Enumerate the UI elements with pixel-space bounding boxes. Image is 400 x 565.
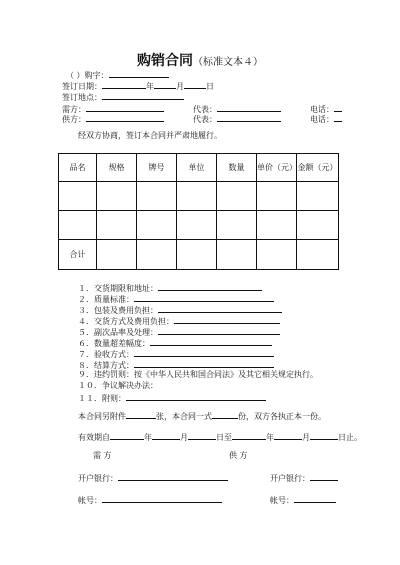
goods-table xyxy=(58,153,339,270)
table-cell[interactable] xyxy=(177,182,217,211)
supplier-field[interactable] xyxy=(86,113,164,122)
column-header: 金额（元） xyxy=(297,154,339,182)
validity-month-unit: 月 xyxy=(180,433,188,442)
term-label: ２．质量标准： xyxy=(78,295,134,304)
sign-place-row xyxy=(62,91,184,103)
attachment-sheets-text: 张，本合同一式 xyxy=(156,412,212,421)
sign-month-field[interactable] xyxy=(154,80,176,89)
supplier-account-field[interactable] xyxy=(294,494,336,503)
sign-day-unit: 日 xyxy=(206,82,214,91)
term-label: ６．数量超差幅度： xyxy=(78,339,150,348)
buyer-field[interactable] xyxy=(86,103,164,112)
buyer-signature-label: 需 方 xyxy=(93,451,112,460)
buyer-rep-label: 代表： xyxy=(193,105,217,114)
table-cell[interactable] xyxy=(137,182,177,211)
supplier-rep-label: 代表： xyxy=(193,115,217,124)
intro-text: 经双方协商，签订本合同并严肃地履行。 xyxy=(78,131,222,140)
supplier-bank-row xyxy=(270,472,338,484)
term-field[interactable] xyxy=(158,326,280,335)
attachment-copies-text: 份，双方各执正本一份。 xyxy=(238,412,326,421)
table-cell[interactable] xyxy=(137,240,177,270)
table-header-row xyxy=(59,154,339,182)
sign-month-unit: 月 xyxy=(176,82,184,91)
supplier-bank-label: 开户银行： xyxy=(270,474,310,483)
table-cell[interactable] xyxy=(297,240,339,270)
buyer-bank-row xyxy=(78,472,228,484)
attachment-sheets-field[interactable] xyxy=(126,410,156,419)
buyer-account-field[interactable] xyxy=(102,494,222,503)
table-cell[interactable] xyxy=(59,182,97,211)
column-header: 牌号 xyxy=(137,154,177,182)
supplier-bank-field[interactable] xyxy=(310,472,338,481)
table-cell[interactable] xyxy=(97,211,137,240)
table-cell[interactable] xyxy=(217,182,257,211)
buyer-bank-field[interactable] xyxy=(118,472,228,481)
table-cell[interactable] xyxy=(257,182,297,211)
supplier-signature-label: 供 方 xyxy=(229,451,248,460)
table-cell[interactable] xyxy=(297,211,339,240)
validity-end-text: 日止。 xyxy=(338,433,362,442)
purchase-number-field[interactable] xyxy=(109,69,169,78)
total-label: 合计 xyxy=(59,240,97,270)
sign-date-label: 签订日期： xyxy=(62,82,102,91)
buyer-account-row xyxy=(78,494,222,506)
table-cell[interactable] xyxy=(257,240,297,270)
validity-start-day-field[interactable] xyxy=(188,431,216,440)
supplier-label: 供方： xyxy=(62,115,86,124)
supplier-rep-row xyxy=(193,113,281,125)
table-cell[interactable] xyxy=(217,240,257,270)
buyer-phone-field[interactable] xyxy=(334,103,342,112)
supplier-row xyxy=(62,113,164,125)
column-header: 单位 xyxy=(177,154,217,182)
column-header: 数量 xyxy=(217,154,257,182)
buyer-bank-label: 开户银行： xyxy=(78,474,118,483)
sign-place-label: 签订地点： xyxy=(62,93,102,102)
contract-copies-field[interactable] xyxy=(212,410,238,419)
validity-to-text: 日至 xyxy=(216,433,232,442)
buyer-rep-field[interactable] xyxy=(217,103,281,112)
table-cell[interactable] xyxy=(137,211,177,240)
term-field[interactable] xyxy=(134,348,274,357)
validity-end-month-field[interactable] xyxy=(274,431,302,440)
term-field[interactable] xyxy=(158,304,282,313)
supplier-phone-field[interactable] xyxy=(334,113,342,122)
term-11 xyxy=(78,392,266,404)
table-row xyxy=(59,211,339,240)
term-9: ９．违约罚则：按《中华人民共和国合同法》及其它相关规定执行。 xyxy=(78,370,318,379)
buyer-account-label: 帐号： xyxy=(78,496,102,505)
term-field[interactable] xyxy=(134,359,274,368)
validity-year-unit-end: 年 xyxy=(266,433,274,442)
table-cell[interactable] xyxy=(97,240,137,270)
table-cell[interactable] xyxy=(177,211,217,240)
term-field[interactable] xyxy=(158,282,262,291)
attachment-row xyxy=(78,410,326,422)
validity-prefix: 有效期自 xyxy=(78,433,110,442)
table-cell[interactable] xyxy=(97,182,137,211)
supplier-account-label: 帐号： xyxy=(270,496,294,505)
column-header: 品名 xyxy=(59,154,97,182)
table-cell[interactable] xyxy=(59,211,97,240)
table-cell[interactable] xyxy=(297,182,339,211)
title-main: 购销合同 xyxy=(137,53,193,69)
validity-start-month-field[interactable] xyxy=(152,431,180,440)
buyer-phone-label: 电话： xyxy=(310,105,334,114)
validity-end-day-field[interactable] xyxy=(310,431,338,440)
supplier-phone-label: 电话： xyxy=(310,115,334,124)
term-label: ７．验收方式： xyxy=(78,350,134,359)
table-cell[interactable] xyxy=(257,211,297,240)
table-cell[interactable] xyxy=(217,211,257,240)
sign-year-field[interactable] xyxy=(102,80,146,89)
column-header: 规格 xyxy=(97,154,137,182)
term-field[interactable] xyxy=(174,315,280,324)
term-label: ５．副次品率及处理： xyxy=(78,328,158,337)
sign-day-field[interactable] xyxy=(184,80,206,89)
term-field[interactable] xyxy=(150,337,272,346)
term-field[interactable] xyxy=(134,293,274,302)
term-label: ８．结算方式： xyxy=(78,361,134,370)
term-field[interactable] xyxy=(126,392,266,401)
validity-year-unit: 年 xyxy=(144,433,152,442)
validity-month-unit-end: 月 xyxy=(302,433,310,442)
term-10: １０．争议解决办法： xyxy=(78,381,158,390)
title-sub: （标准文本４） xyxy=(193,57,263,68)
supplier-rep-field[interactable] xyxy=(217,113,281,122)
sign-year-unit: 年 xyxy=(146,82,154,91)
attachment-prefix: 本合同另附件 xyxy=(78,412,126,421)
validity-row xyxy=(78,431,362,443)
term-label: １．交货期限和地址： xyxy=(78,284,158,293)
term-label: １１．附则： xyxy=(78,394,126,403)
supplier-phone-row xyxy=(310,113,342,125)
buyer-label: 需方： xyxy=(62,105,86,114)
contract-title xyxy=(0,50,400,70)
validity-start-year-field[interactable] xyxy=(110,431,144,440)
sign-place-field[interactable] xyxy=(102,91,184,100)
term-label: ４．交货方式及费用负担： xyxy=(78,317,174,326)
term-label: ３．包装及费用负担： xyxy=(78,306,158,315)
purchase-number-label: （ ）购字： xyxy=(66,71,109,80)
table-cell[interactable] xyxy=(177,240,217,270)
table-total-row xyxy=(59,240,339,270)
table-row xyxy=(59,182,339,211)
column-header: 单价（元） xyxy=(257,154,297,182)
supplier-account-row xyxy=(270,494,336,506)
validity-end-year-field[interactable] xyxy=(232,431,266,440)
